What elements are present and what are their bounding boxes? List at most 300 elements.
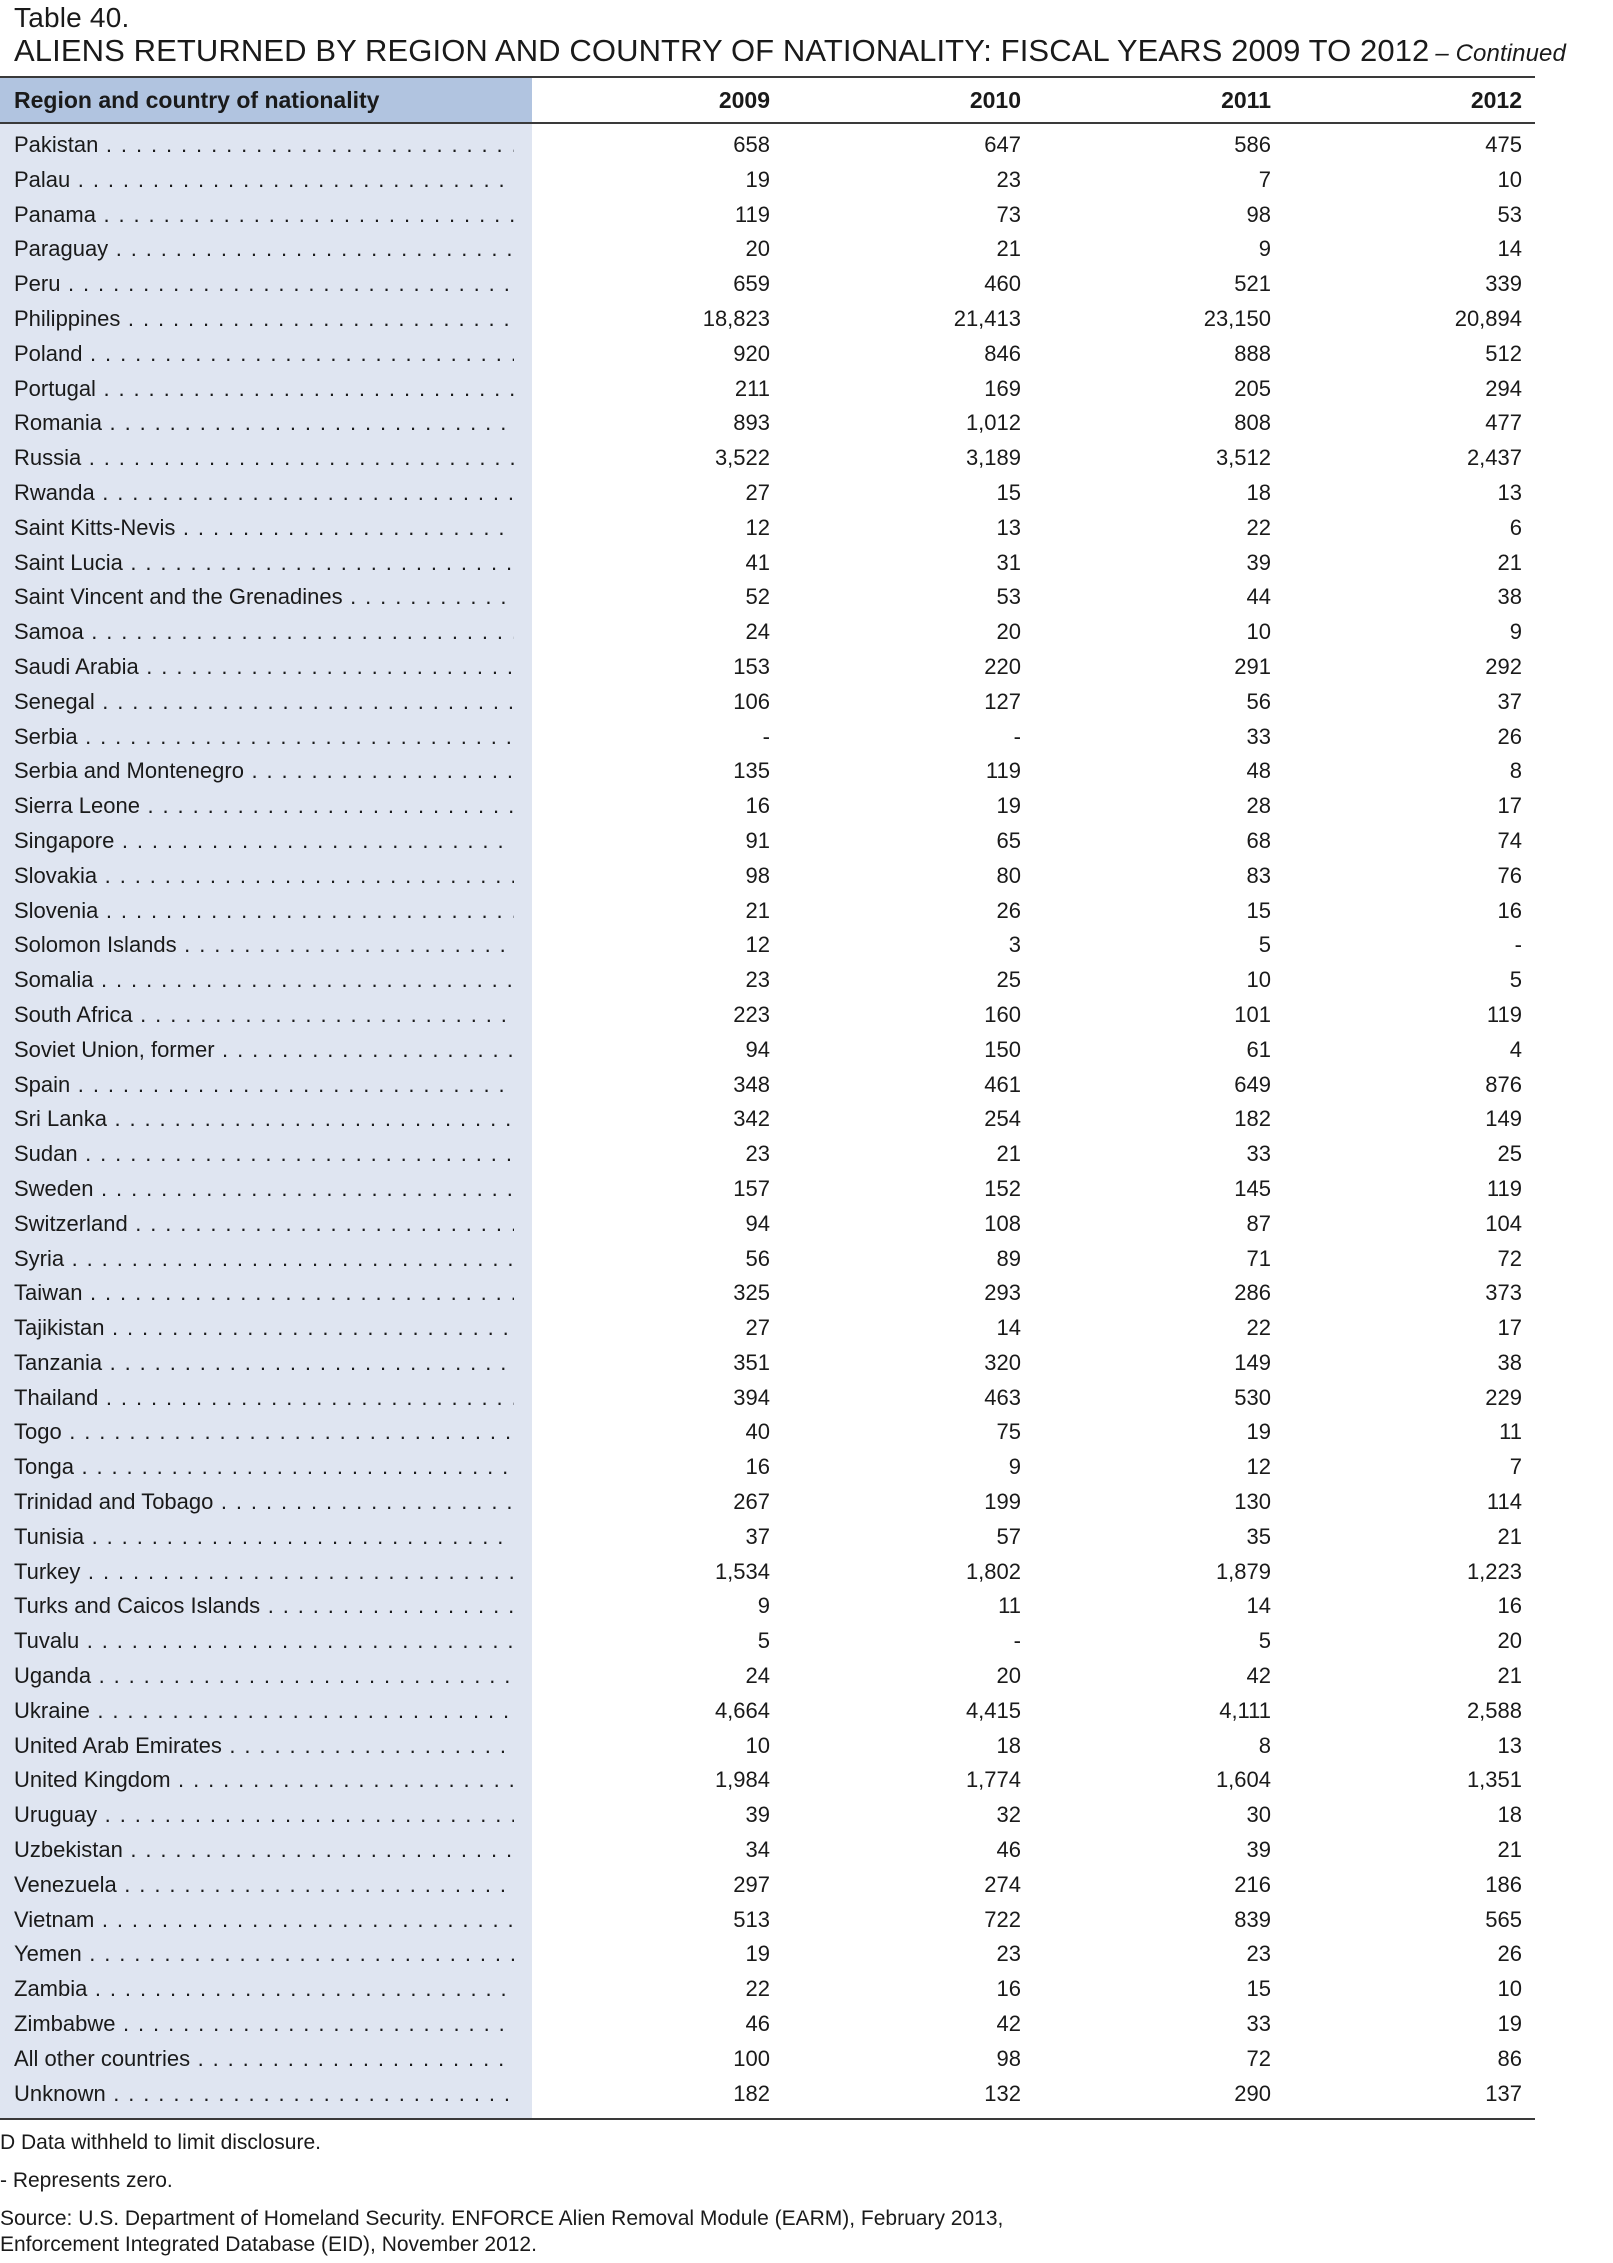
row-value-2011: 521 [1234,271,1271,297]
row-value-2010: 463 [984,1384,1021,1410]
row-value-2011: 30 [1246,1802,1271,1828]
row-value-2011: 15 [1246,1976,1271,2002]
table-row [0,1868,1535,1903]
row-value-2011: 9 [1258,236,1271,262]
row-value-2010: 80 [996,862,1021,888]
row-value-2009: 893 [733,410,770,436]
row-country-name: Solomon Islands . . . [14,928,514,963]
row-country-name: Tanzania . . . [14,1346,514,1381]
row-country-name: Panama . . . [14,198,514,233]
row-country-name: Slovenia . . . [14,894,514,929]
row-value-2011: 12 [1246,1454,1271,1480]
row-value-2012: 565 [1485,1906,1522,1932]
row-value-2011: 5 [1258,1628,1271,1654]
table-row [0,1033,1535,1068]
table-row [0,2042,1535,2077]
row-value-2011: 19 [1246,1419,1271,1445]
row-value-2010: 220 [984,653,1021,679]
row-value-2009: 351 [733,1349,770,1375]
row-value-2009: 27 [745,1315,770,1341]
table-row [0,337,1535,372]
row-value-2010: 132 [984,2080,1021,2106]
table-row [0,894,1535,929]
row-value-2009: 342 [733,1106,770,1132]
row-value-2011: 10 [1246,967,1271,993]
row-value-2012: 6 [1509,514,1522,540]
table-row [0,1589,1535,1624]
row-country-name: Switzerland . . . [14,1207,514,1242]
row-value-2009: 23 [745,1141,770,1167]
row-value-2012: 13 [1497,1732,1522,1758]
row-country-name: Sudan . . . [14,1137,514,1172]
row-value-2010: 293 [984,1280,1021,1306]
row-value-2010: 46 [996,1837,1021,1863]
row-value-2010: 3 [1008,932,1021,958]
row-value-2009: 34 [745,1837,770,1863]
row-value-2009: 22 [745,1976,770,2002]
row-value-2010: 89 [996,1245,1021,1271]
row-value-2009: 23 [745,967,770,993]
table-row [0,1137,1535,1172]
table-row [0,302,1535,337]
table-row [0,1520,1535,1555]
row-value-2009: 513 [733,1906,770,1932]
row-value-2012: 186 [1485,1871,1522,1897]
table-row [0,1729,1535,1764]
row-value-2009: 12 [745,932,770,958]
row-value-2012: 229 [1485,1384,1522,1410]
table-row [0,476,1535,511]
row-value-2011: 130 [1234,1489,1271,1515]
column-header-2009: 2009 [718,87,770,113]
row-value-2009: 297 [733,1871,770,1897]
row-value-2010: 75 [996,1419,1021,1445]
row-value-2012: 149 [1485,1106,1522,1132]
table-row [0,1276,1535,1311]
table-row [0,1972,1535,2007]
row-value-2011: 98 [1246,201,1271,227]
table-row [0,754,1535,789]
row-country-name: United Arab Emirates . . . [14,1729,514,1764]
note-withheld: D Data withheld to limit disclosure. [0,2131,321,2154]
row-value-2012: 5 [1509,967,1522,993]
row-value-2011: 290 [1234,2080,1271,2106]
row-value-2011: 205 [1234,375,1271,401]
table-row [0,1450,1535,1485]
row-value-2010: 169 [984,375,1021,401]
row-value-2009: 19 [745,1941,770,1967]
row-country-name: Uruguay . . . [14,1798,514,1833]
table-row [0,2007,1535,2042]
row-country-name: Serbia and Montenegro . . . [14,754,514,789]
row-value-2009: 24 [745,619,770,645]
row-value-2009: 16 [745,793,770,819]
table-row [0,824,1535,859]
row-value-2012: 21 [1497,1523,1522,1549]
row-value-2011: 4,111 [1219,1697,1271,1723]
row-value-2010: 4,415 [965,1697,1021,1723]
row-value-2012: 17 [1497,793,1522,819]
header-rule [0,122,1535,124]
row-value-2009: - [762,723,770,749]
table-row [0,128,1535,163]
table-title-text: ALIENS RETURNED BY REGION AND COUNTRY OF NATIONALITY: FISCAL YEARS 2009 TO 2012 [14,33,1430,68]
table-row [0,1624,1535,1659]
row-value-2009: 9 [757,1593,770,1619]
row-country-name: Venezuela . . . [14,1868,514,1903]
table-row [0,859,1535,894]
row-value-2010: 14 [996,1315,1021,1341]
row-country-name: Saint Kitts-Nevis . . . [14,511,514,546]
row-value-2012: 4 [1509,1036,1522,1062]
row-value-2010: 65 [996,827,1021,853]
row-value-2011: 22 [1246,514,1271,540]
row-value-2010: 73 [996,201,1021,227]
row-country-name: Thailand . . . [14,1381,514,1416]
table-row [0,685,1535,720]
row-value-2012: 18 [1497,1802,1522,1828]
row-value-2012: 876 [1485,1071,1522,1097]
row-country-name: Uganda . . . [14,1659,514,1694]
table-row [0,1798,1535,1833]
row-country-name: Zimbabwe . . . [14,2007,514,2042]
row-value-2010: 21 [996,1141,1021,1167]
table-row [0,1207,1535,1242]
row-value-2009: 5 [757,1628,770,1654]
table-row [0,1172,1535,1207]
row-value-2011: 649 [1234,1071,1271,1097]
row-value-2011: 61 [1246,1036,1271,1062]
row-value-2009: 119 [734,201,770,227]
row-value-2009: 1,984 [714,1767,770,1793]
table-row [0,163,1535,198]
row-value-2009: 21 [745,897,770,923]
row-country-name: Saint Lucia . . . [14,546,514,581]
row-value-2012: 1,223 [1466,1558,1522,1584]
row-value-2011: 39 [1246,549,1271,575]
row-value-2010: - [1013,723,1021,749]
row-value-2010: 98 [996,2045,1021,2071]
table-row [0,1415,1535,1450]
table-row [0,580,1535,615]
row-country-name: Somalia . . . [14,963,514,998]
row-value-2012: 2,437 [1466,445,1522,471]
row-value-2010: 20 [996,619,1021,645]
column-header-2012: 2012 [1470,87,1522,113]
row-value-2011: 182 [1234,1106,1271,1132]
row-value-2009: 157 [733,1175,770,1201]
row-value-2012: 373 [1485,1280,1522,1306]
table-body [0,128,1535,2111]
row-value-2010: 254 [984,1106,1021,1132]
row-country-name: Unknown . . . [14,2077,514,2112]
row-value-2012: 21 [1497,1837,1522,1863]
row-value-2011: 530 [1234,1384,1271,1410]
table-row [0,1555,1535,1590]
row-value-2012: 104 [1485,1210,1522,1236]
table-row [0,1694,1535,1729]
table-row [0,1311,1535,1346]
row-value-2011: 23 [1246,1941,1271,1967]
row-value-2012: 37 [1497,688,1522,714]
row-value-2010: 150 [984,1036,1021,1062]
row-value-2012: 9 [1509,619,1522,645]
row-value-2012: 20,894 [1454,305,1522,331]
row-value-2010: 20 [996,1663,1021,1689]
row-value-2009: 106 [733,688,770,714]
row-value-2010: 119 [985,758,1021,784]
row-value-2010: 199 [984,1489,1021,1515]
row-value-2012: 137 [1485,2080,1522,2106]
row-country-name: Philippines . . . [14,302,514,337]
row-value-2011: 83 [1246,862,1271,888]
row-value-2012: 25 [1497,1141,1522,1167]
row-value-2010: 15 [996,479,1021,505]
row-value-2010: 21,413 [953,305,1021,331]
table-row [0,441,1535,476]
row-value-2012: 292 [1485,653,1522,679]
row-value-2009: 920 [733,340,770,366]
row-value-2010: 25 [996,967,1021,993]
row-value-2012: 512 [1485,340,1522,366]
row-country-name: Soviet Union, former . . . [14,1033,514,1068]
row-value-2010: 320 [984,1349,1021,1375]
row-country-name: Tonga . . . [14,1450,514,1485]
table-row [0,998,1535,1033]
row-value-2010: 1,802 [965,1558,1021,1584]
table-row [0,650,1535,685]
row-country-name: Samoa . . . [14,615,514,650]
row-value-2012: 26 [1497,723,1522,749]
row-value-2009: 153 [733,653,770,679]
row-value-2009: 24 [745,1663,770,1689]
row-value-2012: 16 [1497,1593,1522,1619]
row-value-2010: 108 [984,1210,1021,1236]
row-value-2010: 152 [984,1175,1021,1201]
row-value-2010: - [1013,1628,1021,1654]
table-row [0,1903,1535,1938]
row-value-2011: 87 [1246,1210,1271,1236]
row-value-2012: 17 [1497,1315,1522,1341]
row-value-2010: 53 [996,584,1021,610]
row-value-2010: 11 [998,1593,1021,1619]
row-value-2011: 839 [1234,1906,1271,1932]
row-value-2012: 11 [1499,1419,1522,1445]
row-value-2011: 72 [1246,2045,1271,2071]
row-value-2009: 659 [733,271,770,297]
row-value-2009: 37 [745,1523,770,1549]
row-country-name: Pakistan . . . [14,128,514,163]
row-country-name: Turkey . . . [14,1555,514,1590]
row-value-2009: 18,823 [702,305,770,331]
row-value-2009: 1,534 [714,1558,770,1584]
row-value-2009: 39 [745,1802,770,1828]
row-country-name: Poland . . . [14,337,514,372]
row-country-name: Saint Vincent and the Grenadines . . . [14,580,514,615]
row-value-2010: 26 [996,897,1021,923]
row-value-2009: 223 [733,1001,770,1027]
row-value-2010: 3,189 [965,445,1021,471]
row-country-name: South Africa . . . [14,998,514,1033]
row-value-2009: 100 [733,2045,770,2071]
row-country-name: Zambia . . . [14,1972,514,2007]
row-value-2009: 182 [733,2080,770,2106]
row-value-2012: 53 [1497,201,1522,227]
row-value-2011: 35 [1246,1523,1271,1549]
row-value-2012: 119 [1486,1001,1522,1027]
row-value-2012: 10 [1497,1976,1522,2002]
row-value-2012: 21 [1497,549,1522,575]
row-value-2009: 20 [745,236,770,262]
row-value-2011: 101 [1234,1001,1271,1027]
source-line-1: Source: U.S. Department of Homeland Security. ENFORCE Alien Removal Module (EARM), February 2013, [0,2207,1004,2230]
row-country-name: Ukraine . . . [14,1694,514,1729]
row-value-2012: - [1514,932,1522,958]
row-value-2012: 38 [1497,1349,1522,1375]
row-value-2011: 1,879 [1215,1558,1271,1584]
row-country-name: Peru . . . [14,267,514,302]
row-value-2010: 846 [984,340,1021,366]
row-value-2011: 42 [1246,1663,1271,1689]
row-value-2011: 44 [1246,584,1271,610]
table-row [0,789,1535,824]
row-value-2010: 32 [996,1802,1021,1828]
row-value-2009: 135 [733,758,770,784]
row-value-2009: 12 [745,514,770,540]
row-country-name: Tunisia . . . [14,1520,514,1555]
row-value-2011: 145 [1234,1175,1271,1201]
row-value-2011: 808 [1234,410,1271,436]
row-value-2010: 19 [996,793,1021,819]
column-header-2011: 2011 [1221,87,1271,113]
row-value-2010: 647 [984,132,1021,157]
row-value-2012: 119 [1486,1175,1522,1201]
row-value-2012: 339 [1485,271,1522,297]
table-row [0,1242,1535,1277]
row-country-name: Syria . . . [14,1242,514,1277]
table-row [0,1763,1535,1798]
row-country-name: United Kingdom . . . [14,1763,514,1798]
note-zero: - Represents zero. [0,2169,173,2192]
row-value-2010: 1,774 [965,1767,1021,1793]
row-value-2011: 56 [1246,688,1271,714]
row-value-2009: 267 [733,1489,770,1515]
row-country-name: Saudi Arabia . . . [14,650,514,685]
table-row [0,372,1535,407]
table-row [0,406,1535,441]
row-country-name: Tajikistan . . . [14,1311,514,1346]
table-row [0,1346,1535,1381]
row-value-2009: 10 [745,1732,770,1758]
bottom-rule [0,2118,1535,2120]
row-value-2011: 33 [1246,2011,1271,2037]
row-value-2009: 16 [745,1454,770,1480]
row-value-2009: 3,522 [714,445,770,471]
row-value-2011: 68 [1246,827,1271,853]
row-value-2012: 76 [1497,862,1522,888]
table-row [0,198,1535,233]
table-row [0,1485,1535,1520]
row-value-2009: 46 [745,2011,770,2037]
table-label: Table 40. [14,2,130,33]
row-value-2011: 7 [1258,166,1271,192]
row-value-2009: 19 [745,166,770,192]
row-country-name: Portugal . . . [14,372,514,407]
table-row [0,546,1535,581]
row-value-2009: 211 [734,375,770,401]
row-country-name: Slovakia . . . [14,859,514,894]
row-value-2011: 18 [1246,479,1271,505]
row-country-name: Sweden . . . [14,1172,514,1207]
row-value-2011: 149 [1234,1349,1271,1375]
row-value-2011: 71 [1246,1245,1271,1271]
row-value-2011: 586 [1234,132,1271,157]
table-title-suffix: – Continued [1435,40,1566,67]
row-value-2011: 1,604 [1215,1767,1271,1793]
row-value-2010: 16 [996,1976,1021,2002]
table-row [0,963,1535,998]
row-value-2010: 21 [996,236,1021,262]
row-value-2011: 22 [1246,1315,1271,1341]
row-value-2009: 98 [745,862,770,888]
row-country-name: Paraguay . . . [14,232,514,267]
row-value-2009: 94 [745,1210,770,1236]
row-value-2010: 274 [984,1871,1021,1897]
row-country-name: Russia . . . [14,441,514,476]
row-value-2011: 28 [1246,793,1271,819]
row-value-2010: 18 [996,1732,1021,1758]
row-country-name: Palau . . . [14,163,514,198]
row-value-2012: 294 [1485,375,1522,401]
column-header-region: Region and country of nationality [14,87,380,113]
row-country-name: Turks and Caicos Islands . . . [14,1589,514,1624]
table-title [14,33,1566,72]
row-value-2010: 57 [996,1523,1021,1549]
row-value-2011: 33 [1246,1141,1271,1167]
row-value-2011: 48 [1246,758,1271,784]
source-line-2: Enforcement Integrated Database (EID), November 2012. [0,2233,537,2256]
row-country-name: Tuvalu . . . [14,1624,514,1659]
table-row [0,1381,1535,1416]
row-value-2009: 56 [745,1245,770,1271]
row-value-2009: 348 [733,1071,770,1097]
row-value-2009: 658 [733,132,770,157]
row-value-2010: 461 [984,1071,1021,1097]
row-value-2011: 286 [1234,1280,1271,1306]
table-row [0,232,1535,267]
row-value-2012: 2,588 [1466,1697,1522,1723]
row-value-2010: 127 [984,688,1021,714]
row-value-2009: 41 [745,549,770,575]
row-value-2011: 8 [1258,1732,1271,1758]
table-row [0,267,1535,302]
row-value-2009: 394 [733,1384,770,1410]
row-value-2009: 4,664 [714,1697,770,1723]
table-row [0,2077,1535,2112]
row-value-2009: 40 [745,1419,770,1445]
row-value-2010: 1,012 [965,410,1021,436]
row-value-2010: 13 [996,514,1021,540]
row-country-name: Sri Lanka . . . [14,1102,514,1137]
row-value-2012: 10 [1497,166,1522,192]
row-country-name: Romania . . . [14,406,514,441]
row-value-2011: 3,512 [1215,445,1271,471]
row-country-name: Senegal . . . [14,685,514,720]
row-country-name: Vietnam . . . [14,1903,514,1938]
row-value-2009: 27 [745,479,770,505]
row-value-2012: 72 [1497,1245,1522,1271]
row-country-name: Yemen . . . [14,1937,514,1972]
